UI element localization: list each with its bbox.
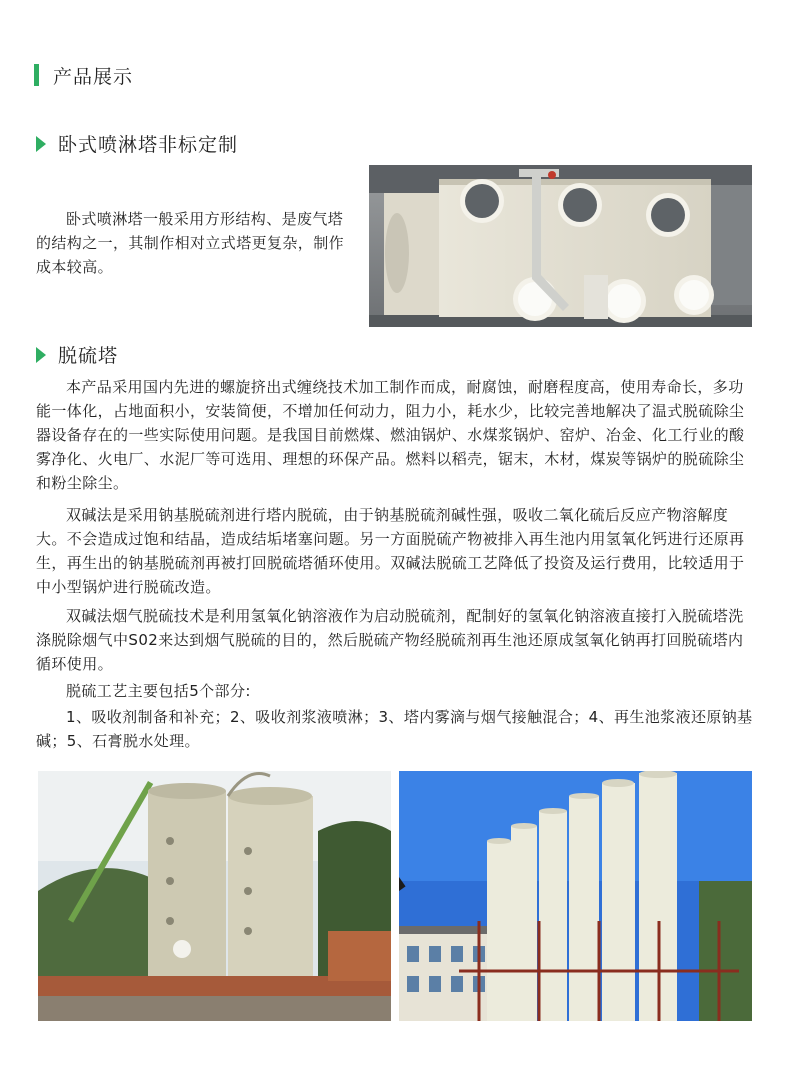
paragraph-5: 1、吸收剂制备和补充；2、吸收剂浆液喷淋；3、塔内雾滴与烟气接触混合；4、再生池浆液还原钠基碱；5、石膏脱水处理。 xyxy=(36,708,753,750)
section-heading-desulfurization xyxy=(36,341,118,368)
section-heading-horizontal-tower xyxy=(36,130,238,157)
paragraph-2: 双碱法是采用钠基脱硫剂进行塔内脱硫，由于钠基脱硫剂碱性强，吸收二氧化硫后反应产物溶解度大。不会造成过饱和结晶，造成结垢堵塞问题。另一方面脱硫产物被排入再生池内用氢氧化钙进行还原再生，再生出的钠基脱硫剂再被打回脱硫塔循环使用。双碱法脱硫工艺降低了投资及运行费用，比较适用于中小型锅炉进行脱硫改造。 xyxy=(36,506,745,596)
section-title: 脱硫塔 xyxy=(58,345,119,367)
desulfurization-tower-photo-1 xyxy=(38,771,391,1021)
desulfurization-tower-photo-2 xyxy=(399,771,752,1021)
horizontal-spray-tower-photo xyxy=(369,165,752,327)
page-header xyxy=(34,62,133,88)
paragraph-4: 脱硫工艺主要包括5个部分: xyxy=(66,682,251,700)
triangle-bullet-icon xyxy=(36,136,46,152)
section-title: 卧式喷淋塔非标定制 xyxy=(58,134,239,156)
paragraph-1: 本产品采用国内先进的螺旋挤出式缠绕技术加工制作而成，耐腐蚀，耐磨程度高，使用寿命长，多功能一体化，占地面积小，安装简便，不增加任何动力，阻力小，耗水少，比较完善地解决了温式脱硫除尘器设备存在的一些实际使用问题。是我国目前燃煤、燃油锅炉、水煤浆锅炉、窑炉、冶金、化工行业的酸雾净化、火电厂、水泥厂等可选用、理想的环保产品。燃料以稻壳，锯末，木材，煤炭等锅炉的脱硫除尘和粉尘除尘。 xyxy=(36,378,745,492)
page-title: 产品展示 xyxy=(53,65,134,88)
paragraph-3: 双碱法烟气脱硫技术是利用氢氧化钠溶液作为启动脱硫剂，配制好的氢氧化钠溶液直接打入脱硫塔洗涤脱除烟气中S02来达到烟气脱硫的目的，然后脱硫产物经脱硫剂再生池还原成氢氧化钠再打回脱硫塔内循环使用。 xyxy=(36,607,744,673)
triangle-bullet-icon xyxy=(36,347,46,363)
section-description: 卧式喷淋塔一般采用方形结构、是废气塔的结构之一，其制作相对立式塔更复杂，制作成本较高。 xyxy=(36,210,345,276)
accent-bar xyxy=(34,64,39,86)
